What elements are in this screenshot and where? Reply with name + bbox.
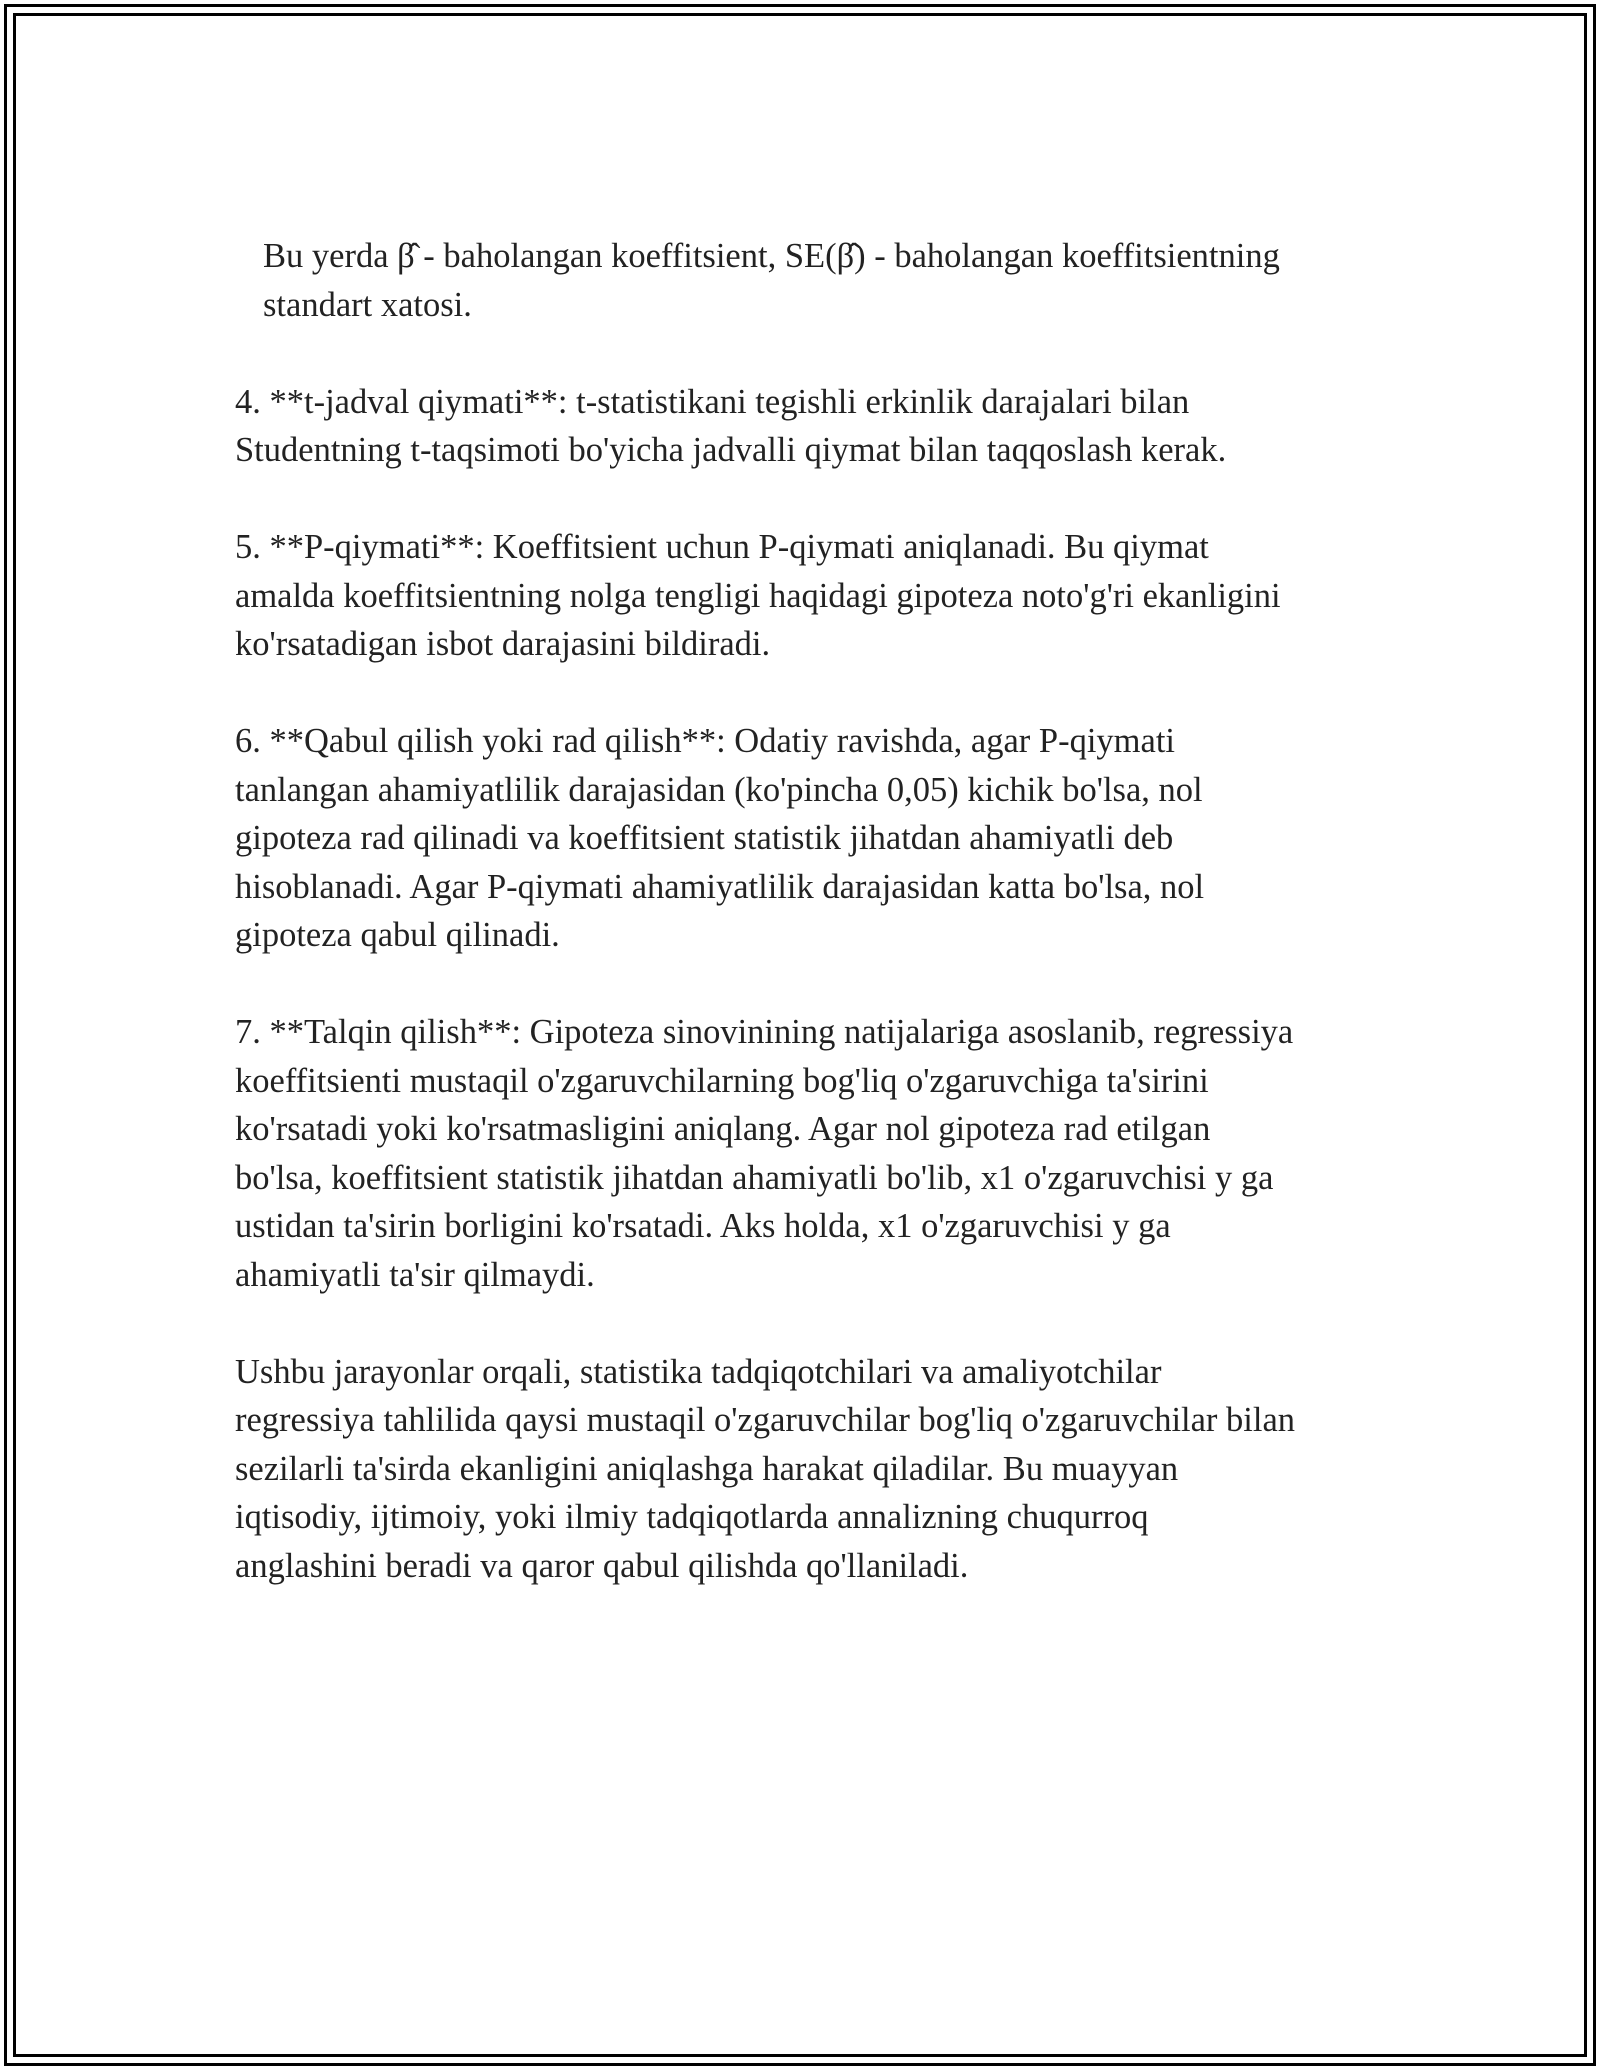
text-line: ahamiyatli ta'sir qilmaydi. [235,1255,595,1294]
text-line: sezilarli ta'sirda ekanligini aniqlashga harakat qiladilar. Bu muayyan [235,1449,1179,1488]
paragraph-beta-definition [235,232,1395,329]
text-line: bo'lsa, koeffitsient statistik jihatdan ahamiyatli bo'lib, x1 o'zgaruvchisi y ga [235,1158,1274,1197]
text-line: gipoteza qabul qilinadi. [235,916,560,954]
text-line: 7. **Talqin qilish**: Gipoteza sinovinining natijalariga asoslanib, regressiya [235,1013,1294,1051]
paragraph-step-6 [235,717,1395,960]
paragraph-conclusion [235,1348,1395,1591]
text-line: standart xatosi. [263,285,472,324]
text-line: 5. **P-qiymati**: Koeffitsient uchun P-qiymati aniqlanadi. Bu qiymat [235,528,1209,566]
text-line: iqtisodiy, ijtimoiy, yoki ilmiy tadqiqotlarda annalizning chuqurroq [235,1498,1149,1536]
document-body [235,232,1395,1639]
paragraph-step-7 [235,1008,1395,1299]
text-line: tanlangan ahamiyatlilik darajasidan (ko'pincha 0,05) kichik bo'lsa, nol [235,770,1203,809]
text-line: regressiya tahlilida qaysi mustaqil o'zgaruvchilar bog'liq o'zgaruvchilar bilan [235,1401,1296,1439]
text-line: koeffitsienti mustaqil o'zgaruvchilarning bog'liq o'zgaruvchiga ta'sirini [235,1061,1209,1100]
paragraph-step-4 [235,378,1395,475]
text-line: hisoblanadi. Agar P-qiymati ahamiyatlilik darajasidan katta bo'lsa, nol [235,867,1205,906]
text-line: 6. **Qabul qilish yoki rad qilish**: Odatiy ravishda, agar P-qiymati [235,722,1175,760]
text-line: anglashini beradi va qaror qabul qilishda qo'llaniladi. [235,1546,969,1585]
text-line: Studentning t-taqsimoti bo'yicha jadvalli qiymat bilan taqqoslash kerak. [235,431,1227,469]
paragraph-step-5 [235,523,1395,669]
text-line: ustidan ta'sirin borligini ko'rsatadi. Aks holda, x1 o'zgaruvchisi y ga [235,1207,1171,1245]
text-line: gipoteza rad qilinadi va koeffitsient statistik jihatdan ahamiyatli deb [235,819,1174,857]
text-line: Ushbu jarayonlar orqali, statistika tadqiqotchilari va amaliyotchilar [235,1352,1162,1391]
text-line: ko'rsatadigan isbot darajasini bildiradi. [235,625,771,663]
text-line: Bu yerda β̂ - baholangan koeffitsient, SE(β̂) - baholangan koeffitsientning [263,237,1280,275]
text-line: amalda koeffitsientning nolga tengligi haqidagi gipoteza noto'g'ri ekanligini [235,576,1281,615]
text-line: ko'rsatadi yoki ko'rsatmasligini aniqlang. Agar nol gipoteza rad etilgan [235,1110,1211,1148]
text-line: 4. **t-jadval qiymati**: t-statistikani tegishli erkinlik darajalari bilan [235,382,1190,421]
